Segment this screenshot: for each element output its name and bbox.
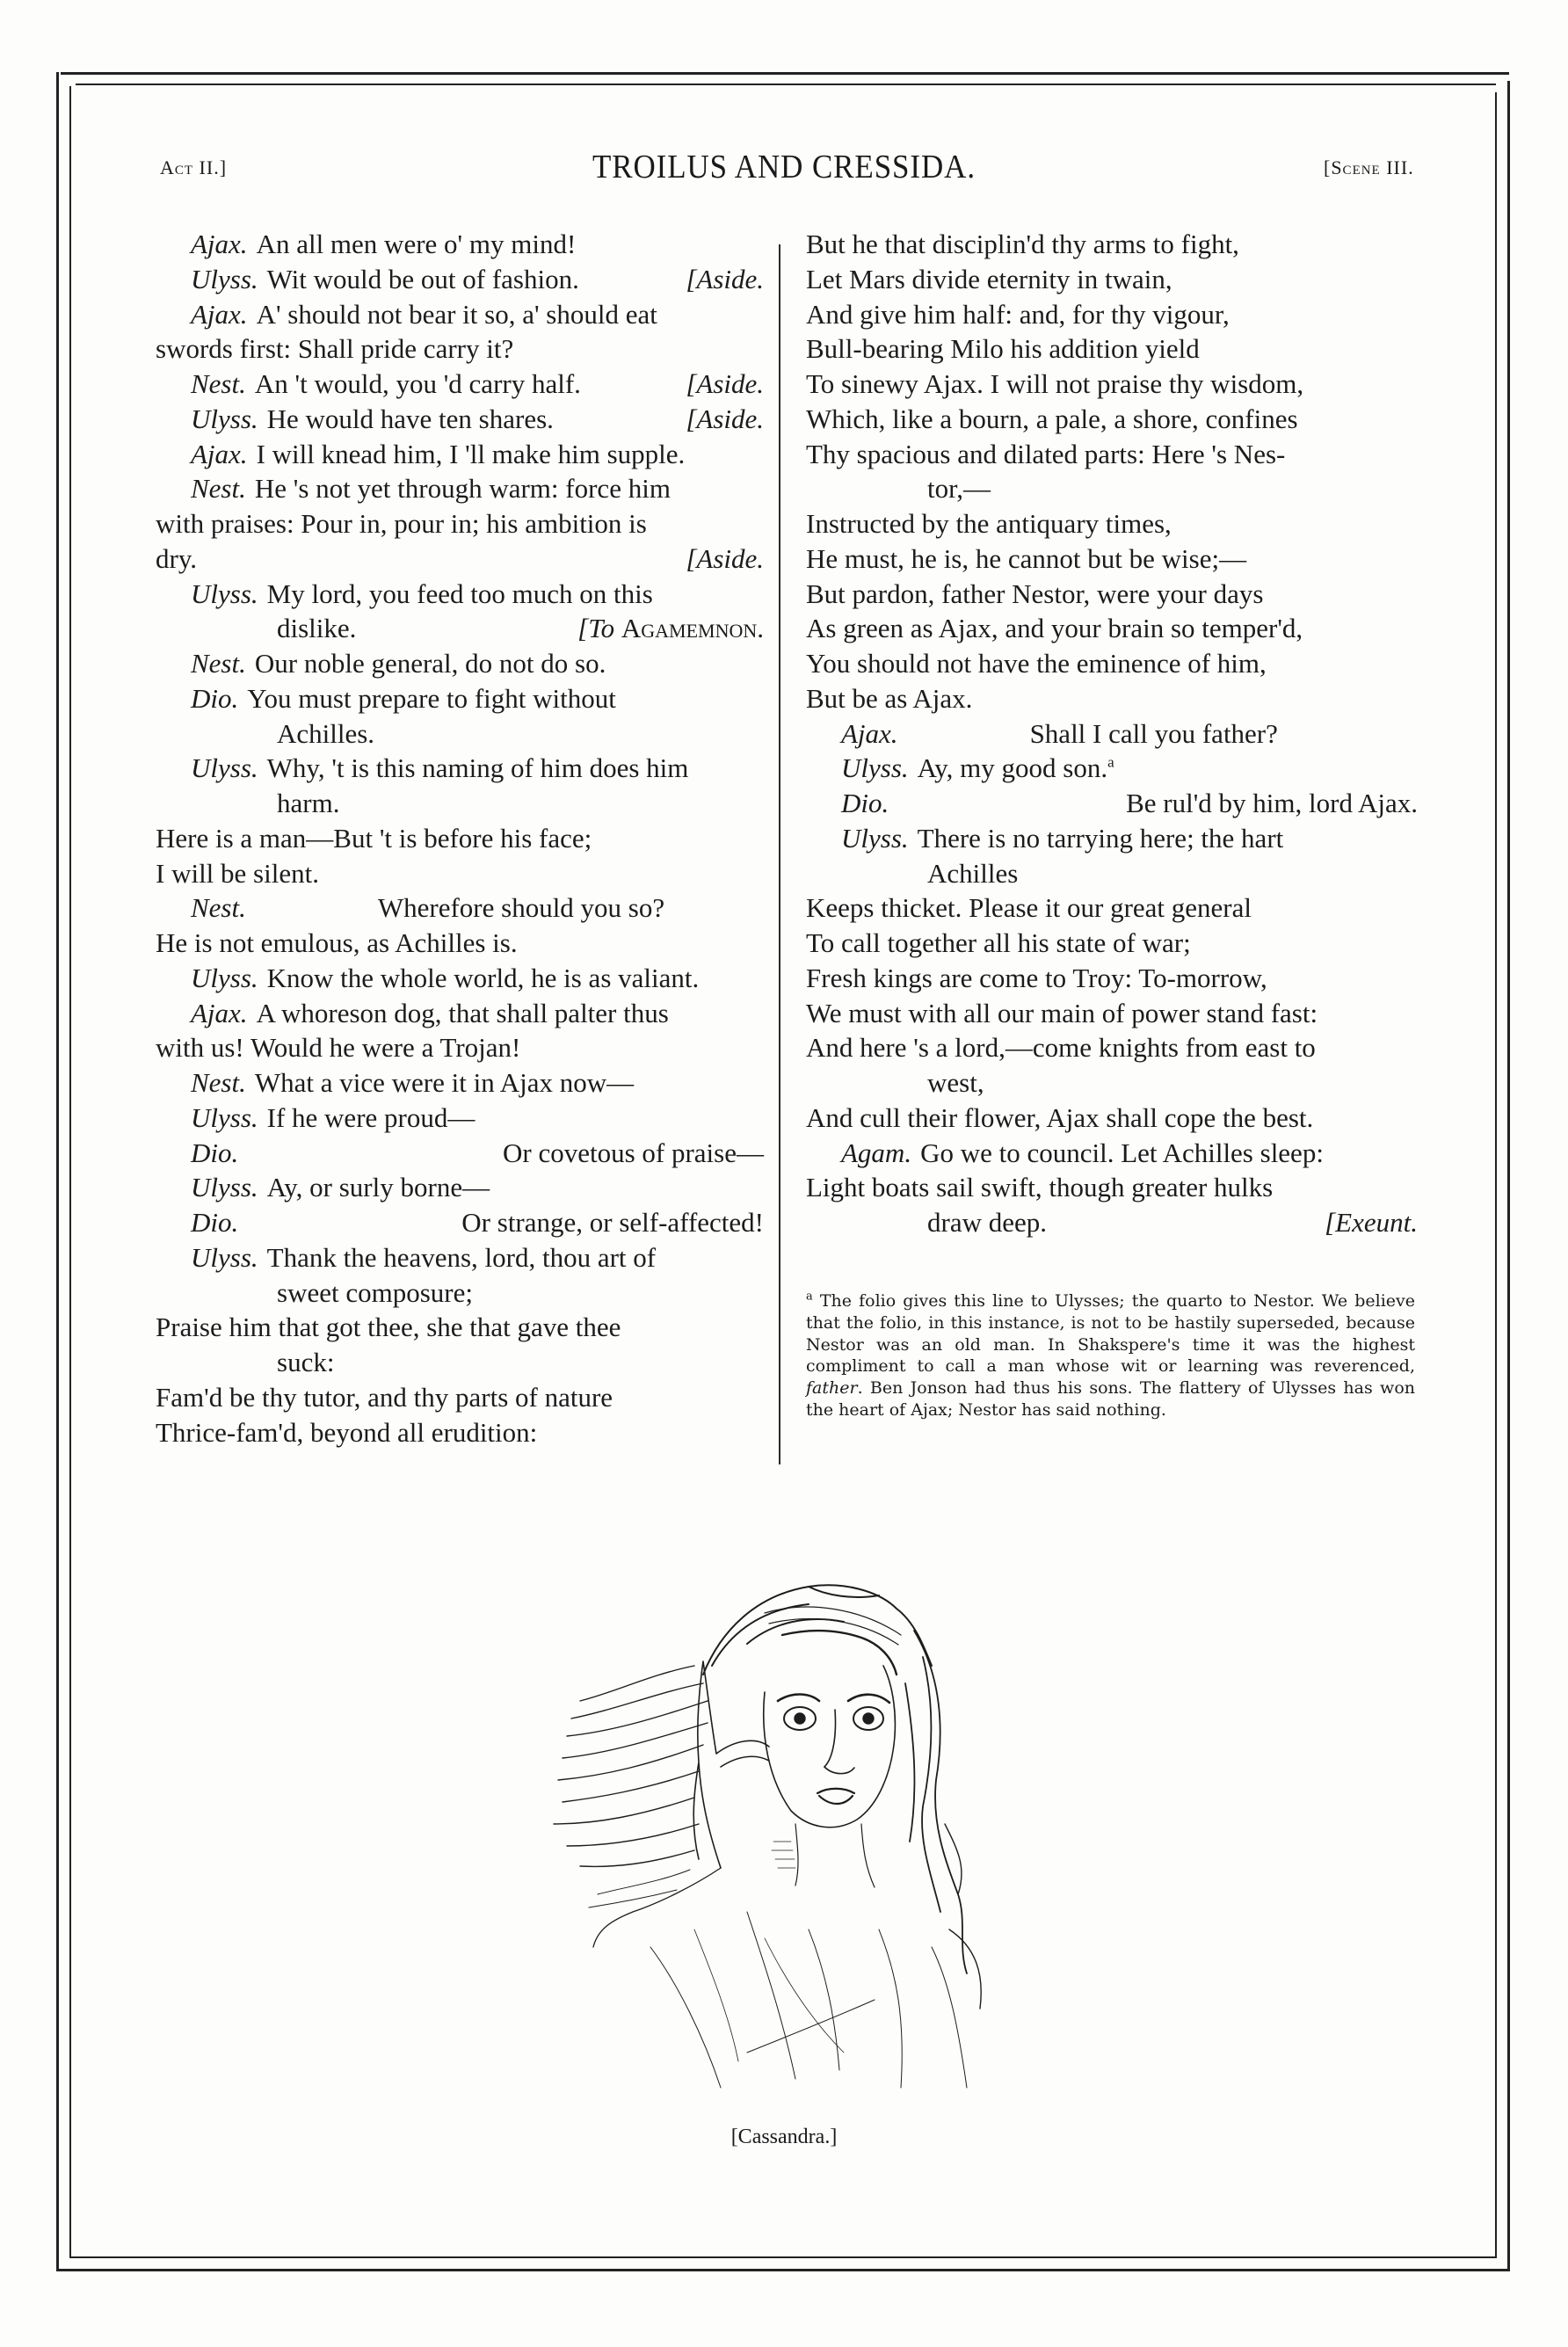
line-text: And here 's a lord,—come knights from east to xyxy=(806,1032,1316,1064)
stage-direction xyxy=(577,611,764,646)
line-text: Keeps thicket. Please it our great general xyxy=(806,892,1252,924)
speaker-name: Ajax. xyxy=(191,438,248,469)
verse-line xyxy=(806,331,1418,367)
illustration-caption: [Cassandra.] xyxy=(730,2125,838,2148)
verse-line xyxy=(156,751,764,786)
line-text: dislike. xyxy=(277,613,357,644)
verse-line xyxy=(156,1345,764,1380)
verse-line xyxy=(156,1205,764,1240)
verse-line xyxy=(156,577,764,612)
verse-line xyxy=(156,227,764,262)
line-text: Achilles xyxy=(927,857,1019,889)
left-column xyxy=(156,227,764,1450)
verse-line xyxy=(156,1030,764,1065)
verse-line xyxy=(156,681,764,716)
verse-line xyxy=(156,331,764,367)
outer-border-right xyxy=(1507,81,1510,2271)
verse-line xyxy=(156,1380,764,1415)
speaker-name: Nest. xyxy=(191,368,246,399)
verse-line xyxy=(806,1101,1418,1136)
speaker-name: Ulyss. xyxy=(191,752,258,784)
speaker-name: Agam. xyxy=(841,1137,912,1168)
verse-line xyxy=(156,996,764,1031)
verse-line xyxy=(806,437,1418,472)
verse-line xyxy=(806,821,1418,856)
line-text: draw deep. xyxy=(927,1207,1047,1238)
speaker-name: Ulyss. xyxy=(191,263,258,294)
verse-line xyxy=(806,1136,1418,1171)
line-text: A whoreson dog, that shall palter thus xyxy=(256,997,669,1028)
verse-line xyxy=(806,1065,1418,1101)
line-text: Praise him that got thee, she that gave thee xyxy=(156,1312,621,1343)
line-text: He would have ten shares. xyxy=(266,403,554,434)
line-text: dry. xyxy=(156,542,198,574)
line-text: Ay, my good son. xyxy=(917,752,1108,784)
line-text: Let Mars divide eternity in twain, xyxy=(806,263,1172,294)
speaker-name: Nest. xyxy=(191,1067,246,1098)
stage-direction-text: [Aside. xyxy=(686,263,764,294)
verse-line xyxy=(806,681,1418,716)
speaker-name: Ulyss. xyxy=(191,403,258,434)
speaker-name: Nest. xyxy=(191,892,246,924)
verse-line xyxy=(156,890,764,926)
outer-border-bottom xyxy=(56,2269,1510,2271)
verse-line xyxy=(806,1170,1418,1205)
verse-line xyxy=(156,402,764,437)
line-text: Our noble general, do not do so. xyxy=(254,648,606,679)
verse-line xyxy=(156,437,764,472)
line-text: harm. xyxy=(277,788,340,818)
line-text: Know the whole world, he is as valiant. xyxy=(266,962,700,993)
line-text: Fresh kings are come to Troy: To-morrow, xyxy=(806,962,1267,993)
line-text: sweet composure; xyxy=(277,1276,473,1308)
verse-line xyxy=(156,1136,764,1171)
line-text: An 't would, you 'd carry half. xyxy=(254,368,581,399)
line-text: Thy spacious and dilated parts: Here 's Nes- xyxy=(806,438,1286,469)
speaker-name: Ulyss. xyxy=(191,962,258,993)
running-head-scene: [Scene III. xyxy=(1324,156,1414,178)
verse-line xyxy=(156,506,764,541)
speaker-name: Dio. xyxy=(191,1137,239,1168)
line-text: suck: xyxy=(277,1347,335,1377)
verse-line xyxy=(806,996,1418,1031)
outer-border-top xyxy=(61,72,1509,75)
speaker-name: Ajax. xyxy=(191,298,248,330)
line-text: Ay, or surly borne— xyxy=(266,1172,490,1203)
verse-line xyxy=(806,367,1418,402)
inner-border-left xyxy=(69,86,71,2257)
line-text: He is not emulous, as Achilles is. xyxy=(156,927,518,958)
line-text: with us! Would he were a Trojan! xyxy=(156,1032,521,1064)
verse-line xyxy=(156,646,764,681)
speaker-name: Dio. xyxy=(841,788,889,818)
line-text: You must prepare to fight without xyxy=(247,682,616,714)
verse-line xyxy=(806,227,1418,262)
verse-line xyxy=(806,926,1418,961)
line-text: Be rul'd by him, lord Ajax. xyxy=(1126,788,1418,818)
stage-direction xyxy=(686,402,764,437)
line-text: Shall I call you father? xyxy=(1029,717,1278,749)
verse-line xyxy=(806,506,1418,541)
verse-line xyxy=(156,1065,764,1101)
line-text: But pardon, father Nestor, were your days xyxy=(806,578,1264,609)
line-text: Wit would be out of fashion. xyxy=(266,263,579,294)
verse-line xyxy=(156,716,764,752)
line-text: I will knead him, I 'll make him supple. xyxy=(256,438,686,469)
verse-line xyxy=(156,1170,764,1205)
speaker-name: Ajax. xyxy=(191,997,248,1028)
line-text: He must, he is, he cannot but be wise;— xyxy=(806,542,1247,574)
verse-line xyxy=(806,262,1418,297)
running-head-act: Act II.] xyxy=(160,156,228,178)
verse-line xyxy=(156,961,764,996)
footnote-text-after: . Ben Jonson had thus his sons. The flattery of Ulysses has won the heart of Ajax; Nestor has said nothing. xyxy=(806,1378,1415,1420)
inner-border-bottom xyxy=(69,2256,1497,2258)
line-text: Go we to council. Let Achilles sleep: xyxy=(920,1137,1324,1168)
stage-direction-text: [Aside. xyxy=(686,403,764,434)
verse-line xyxy=(156,541,764,577)
verse-line xyxy=(806,890,1418,926)
line-text: You should not have the eminence of him, xyxy=(806,648,1267,679)
line-text: If he were proud— xyxy=(266,1101,475,1133)
verse-line xyxy=(156,926,764,961)
line-text: And give him half: and, for thy vigour, xyxy=(806,298,1230,330)
line-text: But he that disciplin'd thy arms to fight, xyxy=(806,229,1239,259)
verse-line xyxy=(156,786,764,821)
speaker-name: Ulyss. xyxy=(841,752,909,784)
verse-line xyxy=(806,786,1418,821)
footnote-italic-word: father xyxy=(806,1378,858,1399)
line-text: west, xyxy=(927,1067,984,1098)
line-text: Wherefore should you so? xyxy=(377,892,665,924)
line-text: There is no tarrying here; the hart xyxy=(917,822,1284,854)
line-text: What a vice were it in Ajax now— xyxy=(254,1067,635,1098)
line-text: Instructed by the antiquary times, xyxy=(806,508,1172,539)
line-text: My lord, you feed too much on this xyxy=(266,578,653,609)
verse-line xyxy=(156,821,764,856)
stage-direction xyxy=(686,262,764,297)
stage-direction-text: [Aside. xyxy=(686,542,764,574)
speaker-name: Dio. xyxy=(191,1207,239,1238)
line-text: He 's not yet through warm: force him xyxy=(254,473,671,505)
verse-line xyxy=(156,1101,764,1136)
line-text: A' should not bear it so, a' should eat xyxy=(256,298,657,330)
stage-direction-text: [Aside. xyxy=(686,368,764,399)
line-text: Which, like a bourn, a pale, a shore, confines xyxy=(806,403,1298,434)
footnote xyxy=(806,1290,1415,1421)
line-text: An all men were o' my mind! xyxy=(256,229,577,259)
footnote-mark: a xyxy=(806,1290,813,1304)
line-text: tor,— xyxy=(927,473,991,505)
right-column xyxy=(806,227,1418,1240)
verse-line xyxy=(156,367,764,402)
line-text: Here is a man—But 't is before his face; xyxy=(156,822,592,854)
stage-direction-text: [Exeunt. xyxy=(1325,1207,1418,1238)
line-text: Fam'd be thy tutor, and thy parts of nature xyxy=(156,1381,613,1413)
page-title: TROILUS AND CRESSIDA. xyxy=(592,149,976,185)
line-text: But be as Ajax. xyxy=(806,682,973,714)
verse-line xyxy=(156,1415,764,1450)
verse-line xyxy=(806,961,1418,996)
verse-line xyxy=(806,471,1418,506)
line-text: Thank the heavens, lord, thou art of xyxy=(266,1241,657,1273)
verse-line xyxy=(806,716,1418,752)
speaker-name: Ulyss. xyxy=(191,1241,258,1273)
outer-border-left xyxy=(56,72,59,2271)
verse-line xyxy=(806,751,1418,786)
line-text: Bull-bearing Milo his addition yield xyxy=(806,333,1200,365)
line-text: To sinewy Ajax. I will not praise thy wisdom, xyxy=(806,368,1304,399)
verse-line xyxy=(806,402,1418,437)
verse-line xyxy=(806,611,1418,646)
footnote-text-before: The folio gives this line to Ulysses; the quarto to Nestor. We believe that the folio, in this instance, is not to be hastily superseded, because Nestor was an old man. In Shakspere's time it was the highest compliment to call a man whose wit or learning was reverenced, xyxy=(806,1291,1415,1377)
speaker-name: Ajax. xyxy=(841,717,898,749)
line-text: Why, 't is this naming of him does him xyxy=(266,752,689,784)
line-text: As green as Ajax, and your brain so temper'd, xyxy=(806,613,1303,644)
speaker-name: Nest. xyxy=(191,473,246,505)
speaker-name: Ulyss. xyxy=(191,1101,258,1133)
verse-line xyxy=(156,856,764,891)
line-text: Thrice-fam'd, beyond all erudition: xyxy=(156,1416,538,1448)
verse-line xyxy=(806,646,1418,681)
verse-line xyxy=(806,297,1418,332)
speaker-name: Dio. xyxy=(191,682,239,714)
line-text: Light boats sail swift, though greater hulks xyxy=(806,1172,1274,1203)
verse-line xyxy=(156,1275,764,1311)
column-divider xyxy=(779,244,780,1464)
verse-line xyxy=(806,541,1418,577)
verse-line xyxy=(806,1030,1418,1065)
speaker-name: Ulyss. xyxy=(841,822,909,854)
inner-border-top xyxy=(76,84,1496,85)
line-text: Or strange, or self-affected! xyxy=(461,1207,764,1238)
verse-line xyxy=(156,262,764,297)
verse-line xyxy=(156,611,764,646)
line-text: Or covetous of praise— xyxy=(503,1137,764,1168)
speaker-name: Ulyss. xyxy=(191,578,258,609)
inner-border-right xyxy=(1495,92,1497,2257)
verse-line xyxy=(156,1240,764,1275)
cassandra-engraving-illustration xyxy=(545,1560,1024,2105)
speaker-name: Nest. xyxy=(191,648,246,679)
line-text: swords first: Shall pride carry it? xyxy=(156,333,514,365)
line-text: Achilles. xyxy=(277,717,375,749)
speaker-name: Ulyss. xyxy=(191,1172,258,1203)
stage-direction xyxy=(686,367,764,402)
stage-direction xyxy=(686,541,764,577)
verse-line xyxy=(806,1205,1418,1240)
stage-direction xyxy=(1325,1205,1418,1240)
verse-line xyxy=(806,856,1418,891)
line-text: I will be silent. xyxy=(156,857,319,889)
line-text: with praises: Pour in, pour in; his ambition is xyxy=(156,508,647,539)
verse-line xyxy=(156,471,764,506)
footnote-reference: a xyxy=(1107,753,1114,771)
line-text: And cull their flower, Ajax shall cope the best. xyxy=(806,1101,1314,1133)
stage-direction-character: Agamemnon. xyxy=(621,613,764,644)
verse-line xyxy=(156,1310,764,1345)
line-text: To call together all his state of war; xyxy=(806,927,1191,958)
line-text: We must with all our main of power stand fast: xyxy=(806,997,1318,1028)
stage-direction-text: [To xyxy=(577,613,615,644)
speaker-name: Ajax. xyxy=(191,229,248,259)
verse-line xyxy=(156,297,764,332)
verse-line xyxy=(806,577,1418,612)
